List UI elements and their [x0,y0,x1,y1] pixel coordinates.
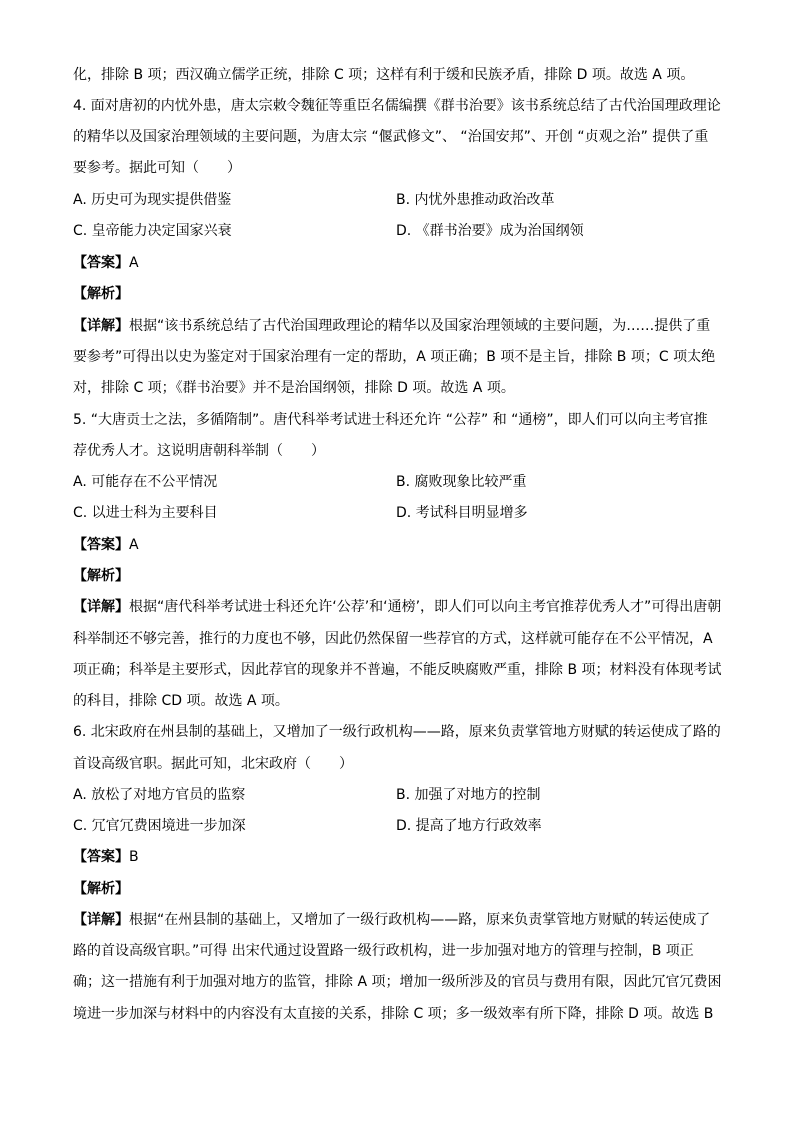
q4-analysis-tag [73,284,723,304]
q6-option-d: D. 提高了地方行政效率 [396,818,542,834]
answer-tag: 【答案】 [73,255,129,271]
q5-analysis-tag [73,566,723,586]
q6-answer [73,847,723,867]
question-6-stem-line: 首设高级官职。据此可知，北宋政府（ ） [73,756,353,772]
q5-answer [73,535,723,555]
q4-answer [73,253,723,273]
detail-tag: 【详解】 [73,912,129,928]
question-4-stem-line: 4. 面对唐初的内忧外患，唐太宗敕令魏征等重臣名儒编撰《群书治要》该书系统总结了古代治国理政理论 [73,98,721,114]
answer-value: A [129,255,139,271]
q5-detail-line [73,597,723,617]
q4-option-d: D. 《群书治要》成为治国纲领 [396,223,584,239]
answer-tag: 【答案】 [73,537,129,553]
q5-option-c: C. 以进士科为主要科目 [73,505,218,521]
analysis-tag: 【解析】 [73,881,129,897]
detail-text: 根据“在州县制的基础上，又增加了一级行政机构——路，原来负责掌管地方财赋的转运使成了 [129,912,711,928]
answer-value: B [129,849,139,865]
answer-tag: 【答案】 [73,849,129,865]
question-4-stem-line: 的精华以及国家治理领域的主要问题，为唐太宗 “偃武修文”、 “治国安邦”、开创 “贞观之治” 提供了重 [73,129,709,145]
q6-detail-line: 境进一步加深与材料中的内容没有太直接的关系，排除 C 项；多一级效率有所下降，排除 D 项。故选 B [73,1006,714,1022]
q4-detail-line: 对，排除 C 项；《群书治要》并不是治国纲领，排除 D 项。故选 A 项。 [73,380,515,396]
q5-option-b: B. 腐败现象比较严重 [396,474,527,490]
q4-option-c: C. 皇帝能力决定国家兴衰 [73,223,232,239]
q4-detail-line [73,316,723,336]
q5-option-a: A. 可能存在不公平情况 [73,474,218,490]
q5-detail-line: 科举制还不够完善，推行的力度也不够，因此仍然保留一些荐官的方式，这样就可能存在不公平情况，A [73,631,713,647]
question-4-stem-line: 要参考。据此可知（ ） [73,160,241,176]
q5-detail-line: 的科目，排除 CD 项。故选 A 项。 [73,693,289,709]
q5-option-d: D. 考试科目明显增多 [396,505,528,521]
question-6-stem-line: 6. 北宋政府在州县制的基础上，又增加了一级行政机构——路，原来负责掌管地方财赋的转运使成了路的 [73,724,721,740]
q6-option-a: A. 放松了对地方官员的监察 [73,787,246,803]
q6-detail-line [73,910,723,930]
detail-tag: 【详解】 [73,318,129,334]
answer-value: A [129,537,139,553]
q6-option-c: C. 冗官冗费困境进一步加深 [73,818,246,834]
question-5-stem-line: 5. “大唐贡士之法，多循隋制”。唐代科举考试进士科还允许 “公荐” 和 “通榜”，即人们可以向主考官推 [73,412,708,428]
question-5-stem-line: 荐优秀人才。这说明唐朝科举制（ ） [73,443,325,459]
detail-text: 根据“该书系统总结了古代治国理政理论的精华以及国家治理领域的主要问题，为……提供了重 [129,318,711,334]
q6-analysis-tag [73,879,723,899]
q4-detail-line: 要参考”可得出以史为鉴定对于国家治理有一定的帮助，A 项正确；B 项不是主旨，排除 B 项；C 项太绝 [73,349,716,365]
q5-detail-line: 项正确；科举是主要形式，因此荐官的现象并不普遍，不能反映腐败严重，排除 B 项；材料没有体现考试 [73,662,722,678]
analysis-tag: 【解析】 [73,286,129,302]
detail-text: 根据“唐代科举考试进士科还允许‘公荐’和‘通榜’，即人们可以向主考官推荐优秀人才”可得出唐朝 [129,599,722,615]
text-line: 化，排除 B 项；西汉确立儒学正统，排除 C 项；这样有利于缓和民族矛盾，排除 D 项。故选 A 项。 [73,67,695,83]
q4-option-b: B. 内忧外患推动政治改革 [396,192,555,208]
q6-option-b: B. 加强了对地方的控制 [396,787,541,803]
analysis-tag: 【解析】 [73,568,129,584]
detail-tag: 【详解】 [73,599,129,615]
q6-detail-line: 路的首设高级官职。”可得 出宋代通过设置路一级行政机构，进一步加强对地方的管理与控制，B 项正 [73,943,694,959]
q6-detail-line: 确；这一措施有利于加强对地方的监管，排除 A 项；增加一级所涉及的官员与费用有限，因此冗官冗费困 [73,974,722,990]
q4-option-a: A. 历史可为现实提供借鉴 [73,192,232,208]
